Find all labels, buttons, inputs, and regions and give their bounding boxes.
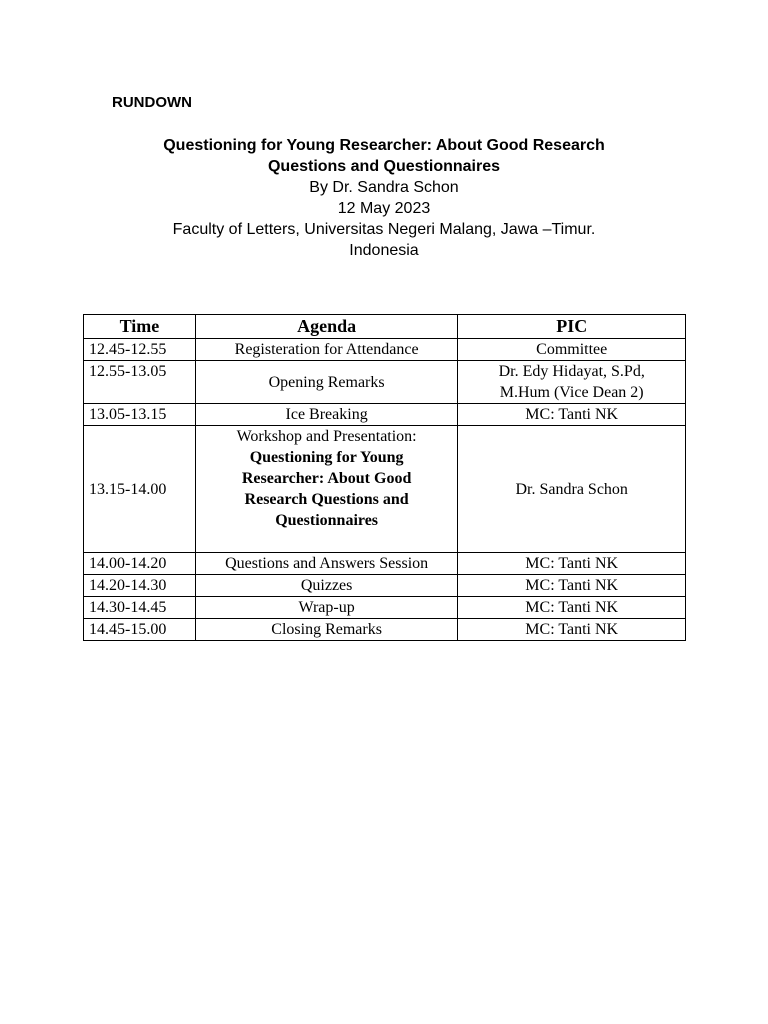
table-row bbox=[84, 597, 686, 619]
page-heading: RUNDOWN bbox=[112, 94, 192, 111]
header-agenda: Agenda bbox=[195, 315, 458, 339]
event-venue-line-1: Faculty of Letters, Universitas Negeri Malang, Jawa –Timur. bbox=[172, 221, 596, 238]
agenda-cell: Opening Remarks bbox=[195, 361, 458, 404]
table-row bbox=[84, 575, 686, 597]
event-title-line-2: Questions and Questionnaires bbox=[267, 158, 501, 175]
agenda-topic-line: Researcher: About Good bbox=[241, 470, 412, 487]
time-cell: 14.30-14.45 bbox=[84, 597, 196, 619]
pic-cell: Committee bbox=[458, 339, 686, 361]
table-row bbox=[84, 426, 686, 553]
event-title-block bbox=[0, 135, 768, 261]
table-row bbox=[84, 339, 686, 361]
time-cell: 12.55-13.05 bbox=[84, 361, 196, 404]
pic-cell: MC: Tanti NK bbox=[458, 404, 686, 426]
table-row bbox=[84, 361, 686, 404]
agenda-cell: Quizzes bbox=[195, 575, 458, 597]
agenda-cell: Closing Remarks bbox=[195, 619, 458, 641]
time-cell: 12.45-12.55 bbox=[84, 339, 196, 361]
time-cell: 13.15-14.00 bbox=[84, 426, 196, 553]
agenda-topic-line: Questioning for Young bbox=[249, 449, 404, 466]
table-header-row bbox=[84, 315, 686, 339]
pic-line: Dr. Edy Hidayat, S.Pd, bbox=[498, 363, 645, 380]
table-row bbox=[84, 404, 686, 426]
time-cell: 13.05-13.15 bbox=[84, 404, 196, 426]
header-time: Time bbox=[84, 315, 196, 339]
agenda-cell: Ice Breaking bbox=[195, 404, 458, 426]
event-title-line-1: Questioning for Young Researcher: About Good Research bbox=[163, 137, 605, 154]
table-row bbox=[84, 619, 686, 641]
pic-cell: MC: Tanti NK bbox=[458, 597, 686, 619]
agenda-line: Workshop and Presentation: bbox=[236, 428, 417, 445]
rundown-table bbox=[83, 314, 686, 641]
pic-cell: MC: Tanti NK bbox=[458, 553, 686, 575]
time-cell: 14.45-15.00 bbox=[84, 619, 196, 641]
pic-cell: Dr. Sandra Schon bbox=[458, 426, 686, 553]
pic-cell: MC: Tanti NK bbox=[458, 619, 686, 641]
time-cell: 14.00-14.20 bbox=[84, 553, 196, 575]
event-date: 12 May 2023 bbox=[337, 200, 431, 217]
table-row bbox=[84, 553, 686, 575]
agenda-topic-line: Research Questions and bbox=[244, 491, 409, 508]
header-pic: PIC bbox=[458, 315, 686, 339]
agenda-cell: Registeration for Attendance bbox=[195, 339, 458, 361]
agenda-topic-line: Questionnaires bbox=[275, 512, 379, 529]
time-cell: 14.20-14.30 bbox=[84, 575, 196, 597]
pic-cell: MC: Tanti NK bbox=[458, 575, 686, 597]
event-speaker: By Dr. Sandra Schon bbox=[309, 179, 459, 196]
agenda-cell: Wrap-up bbox=[195, 597, 458, 619]
event-venue-line-2: Indonesia bbox=[349, 242, 419, 259]
pic-line: M.Hum (Vice Dean 2) bbox=[499, 384, 644, 401]
agenda-cell: Questions and Answers Session bbox=[195, 553, 458, 575]
pic-cell bbox=[458, 361, 686, 404]
agenda-cell bbox=[195, 426, 458, 553]
